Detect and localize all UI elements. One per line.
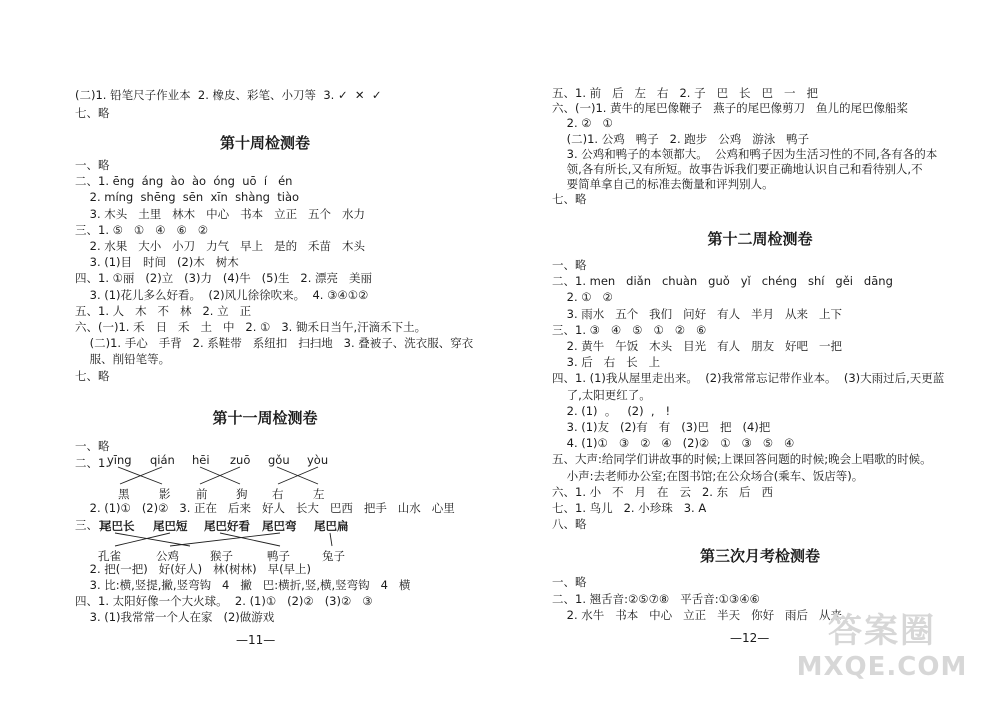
char-word: 前 [196,487,208,501]
text-line: 3. 后 右 长 上 [552,355,661,370]
page-number: —11— [236,633,276,647]
text-line: 三、1. ⑤ ① ④ ⑥ ② [75,222,209,237]
text-line: 3. 木头 土里 林木 中心 书本 立正 五个 水力 [75,206,366,221]
match-line [115,533,170,546]
text-line: 2. 水果 大小 小刀 力气 早上 是的 禾苗 木头 [75,239,366,253]
text-line: 三、1. ③ ④ ⑤ ① ② ⑥ [552,322,707,337]
text-line: (二)1. 铅笔尺子作业本 2. 橡皮、彩笔、小刀等 3. ✓ ✕ ✓ [75,88,382,102]
char-word: 黑 [118,487,130,501]
text-line: 二、1. 翘舌音:②⑤⑦⑧ 平舌音:①③④⑥ [552,591,760,606]
match-line [330,533,332,546]
text-line: 五、1. 人 木 不 林 2. 立 正 [75,303,252,318]
text-line: 一、略 [552,258,587,272]
text-line: 2. (1)① (2)② 3. 正在 后来 好人 长大 巴西 把手 山水 心里 [75,501,455,515]
char-word: 狗 [236,487,248,501]
text-line: 五、1. 前 后 左 右 2. 子 巴 长 巴 一 把 [552,86,818,100]
match-line [220,533,280,546]
text-line: 服、削铅笔等。 [75,352,171,367]
text-line: 一、略 [75,158,110,172]
tail-word: 尾巴长 [100,519,135,533]
text-line: 小声:去老师办公室;在图书馆;在公众场合(乘车、饭店等)。 [552,468,864,483]
text-line: 3. (1)目 时间 (2)木 树木 [75,255,239,270]
text-line: 要简单拿自己的标准去衡量和评判别人。 [552,177,774,192]
match-line [115,533,190,546]
text-line: 一、略 [552,575,587,589]
pinyin-word: hēi [192,453,210,467]
text-line: 五、大声:给同学们讲故事的时候;上课回答问题的时候;晚会上唱歌的时候。 [552,452,932,467]
tail-word: 尾巴弯 [262,519,297,533]
text-line: 3. (1)花儿多么好看。 (2)风儿徐徐吹来。 4. ③④①② [75,287,369,302]
text-line: 2. 把(一把) 好(好人) 林(树林) 早(早上) [75,562,312,576]
week12-title: 第十二周检测卷 [707,230,813,248]
text-line: 3. 公鸡和鸭子的本领都大。 公鸡和鸭子因为生活习性的不同,各有各的本 [552,146,938,161]
animal-word: 兔子 [322,549,345,563]
text-line: 二、1. ēng áng ào ào óng uō í én [75,174,293,189]
text-line: 2. 水牛 书本 中心 立正 半天 你好 雨后 从来 [552,608,843,622]
animal-word: 猴子 [210,549,233,563]
text-line: 四、1. 太阳好像一个大火球。 2. (1)① (2)② (3)② ③ [75,594,373,608]
text-line: 八、略 [552,517,587,532]
text-line: 七、略 [552,192,587,207]
animal-word: 鸭子 [267,549,290,563]
watermark-logo [782,611,982,703]
text-line: 2. míng shēng sēn xīn shàng tiào [75,190,300,205]
month3-title: 第三次月考检测卷 [699,547,820,565]
animal-word: 公鸡 [156,549,179,563]
pinyin-word: qián [150,453,175,467]
text-line: 2. 黄牛 午饭 木头 目光 有人 朋友 好吧 一把 [552,339,843,353]
pinyin-word: yòu [307,453,329,467]
text-line: 一、略 [75,439,110,453]
pinyin-word: yīng [107,453,132,467]
char-word: 影 [159,487,171,501]
text-line: 六、1. 小 不 月 在 云 2. 东 后 西 [552,484,774,499]
text-line: 二、1. [75,456,109,470]
text-line: 二、1. men diǎn chuàn guǒ yǐ chéng shí gěi dāng [552,274,893,289]
text-line: 四、1. ①丽 (2)立 (3)力 (4)牛 (5)生 2. 漂亮 美丽 [75,271,373,286]
text-line: 七、略 [75,106,110,120]
watermark-url: MXQE.COM [796,652,968,682]
text-line: 3. 比:横,竖提,撇,竖弯钩 4 撇 巴:横折,竖,横,竖弯钩 4 横 [75,578,411,592]
text-line: 2. ① ② [552,290,613,305]
text-line: 3. (1)友 (2)有 有 (3)巴 把 (4)把 [552,420,771,434]
text-line: 六、(一)1. 禾 日 禾 土 中 2. ① 3. 锄禾日当午,汗滴禾下土。 [75,320,427,334]
text-line: 2. (1) 。 (2) , ! [552,403,671,418]
text-line: 3. (1)我常常一个人在家 (2)做游戏 [75,610,275,624]
page-number: —12— [730,631,770,645]
text-line: 七、1. 鸟儿 2. 小珍珠 3. A [552,501,707,515]
char-word: 右 [272,487,284,501]
pinyin-word: zuō [230,453,251,467]
text-line: 4. (1)① ③ ② ④ (2)② ① ③ ⑤ ④ [552,436,795,451]
tail-word: 尾巴好看 [204,519,250,533]
week11-title: 第十一周检测卷 [212,409,318,427]
text-line: (二)1. 公鸡 鸭子 2. 跑步 公鸡 游泳 鸭子 [552,131,810,146]
text-line: 四、1. (1)我从屋里走出来。 (2)我常常忘记带作业本。 (3)大雨过后,天更蓝 [552,371,945,386]
match-line [170,533,280,546]
tail-word: 尾巴扁 [314,519,349,533]
text-line: 三、1. [75,518,109,532]
watermark-text: 答案圈 [828,611,936,651]
text-line: 六、(一)1. 黄牛的尾巴像鞭子 燕子的尾巴像剪刀 鱼儿的尾巴像船桨 [552,101,909,116]
char-word: 左 [313,487,325,501]
animal-word: 孔雀 [98,549,121,563]
week10-title: 第十周检测卷 [219,134,310,152]
text-line: 领,各有所长,又有所短。故事告诉我们要正确地认识自己和看待别人,不 [552,162,923,176]
pinyin-word: gǒu [268,453,290,467]
text-line: 2. ② ① [552,116,613,131]
text-line: 七、略 [75,368,110,383]
text-line: (二)1. 手心 手背 2. 系鞋带 系纽扣 扫扫地 3. 叠被子、洗衣服、穿衣 [75,336,474,351]
text-line: 了,太阳更红了。 [552,387,651,402]
text-line: 3. 雨水 五个 我们 问好 有人 半月 从来 上下 [552,306,843,321]
tail-word: 尾巴短 [153,519,188,533]
